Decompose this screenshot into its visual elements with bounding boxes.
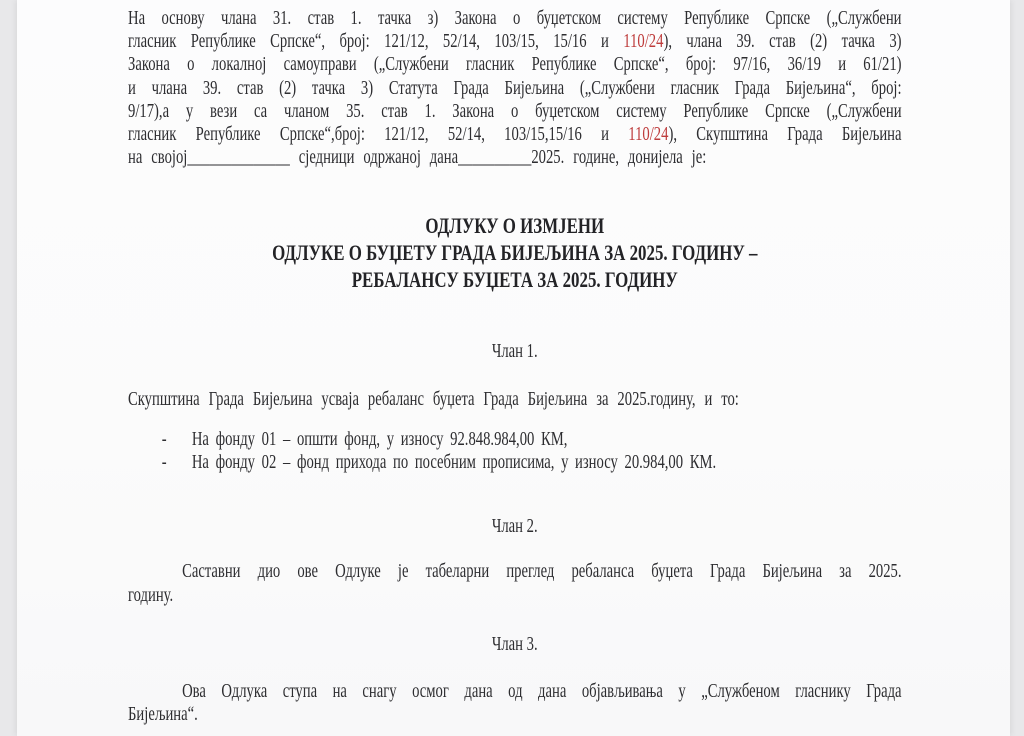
title-line-2: ОДЛУКЕ О БУЏЕТУ ГРАДА БИЈЕЉИНА ЗА 2025. ГОДИНУ – xyxy=(272,240,758,266)
intro-line: Закона о локалној самоуправи („Службени гласник Републике Српске“, број: 97/16, 36/19 и 61/21) xyxy=(128,54,902,76)
fund-item-text: На фонду 01 – општи фонд, у износу 92.848.984,00 КМ, xyxy=(191,428,568,450)
article-1-intro: Скупштина Града Бијељина усваја ребаланс буџета Града Бијељина за 2025.годину, и то: xyxy=(128,388,739,410)
title-line-1: ОДЛУКУ О ИЗМЈЕНИ xyxy=(425,213,605,239)
gazette-number-red: 110/24 xyxy=(628,124,669,146)
article-2-paragraph xyxy=(128,560,902,606)
article-2-line-2: годину. xyxy=(128,584,174,606)
intro-line xyxy=(128,30,902,53)
document-page xyxy=(17,0,1010,736)
intro-line-text: ), члана 39. став (2) тачка 3) xyxy=(663,31,902,53)
document-content xyxy=(128,0,902,726)
article-2-heading: Члан 2. xyxy=(491,516,538,538)
intro-line-text: ), Скупштина Града Бијељина xyxy=(668,124,902,146)
article-2-line-1: Саставни дио ове Одлуке је табеларни преглед ребаланса буџета Града Бијељина за 2025. xyxy=(182,561,902,583)
article-3-line-1: Ова Одлука ступа на снагу осмог дана од дана објављивања у „Службеном гласнику Града xyxy=(182,681,902,703)
intro-paragraph xyxy=(128,7,902,169)
fund-item xyxy=(128,428,902,451)
fund-item-marker: - xyxy=(161,452,167,474)
fund-item-text: На фонду 02 – фонд прихода по посебним прописима, у износу 20.984,00 КМ. xyxy=(191,452,717,474)
intro-line xyxy=(128,123,902,146)
gazette-number-red: 110/24 xyxy=(623,31,664,53)
intro-line: На основу члана 31. став 1. тачка з) Закона о буџетском систему Републике Српске („Службени xyxy=(128,8,902,29)
decision-title xyxy=(128,212,902,293)
intro-line-text: гласник Републике Српске“,број: 121/12, 52/14, 103/15,15/16 и xyxy=(128,124,629,146)
title-line-3: РЕБАЛАНСУ БУЏЕТА ЗА 2025. ГОДИНУ xyxy=(351,267,678,293)
article-1-heading: Члан 1. xyxy=(491,341,538,363)
fund-list xyxy=(128,428,902,474)
article-3-line-2: Бијељина“. xyxy=(128,704,198,726)
intro-line-text: гласник Републике Српске“, број: 121/12, 52/14, 103/15, 15/16 и xyxy=(128,31,624,53)
fund-item xyxy=(128,451,902,474)
intro-line: 9/17),а у вези са чланом 35. став 1. Закона о буџетском систему Републике Српске („Службени xyxy=(128,100,902,122)
intro-line: и члана 39. став (2) тачка 3) Статута Града Бијељина („Службени гласник Града Бијељина“, број: xyxy=(128,77,902,99)
article-3-paragraph xyxy=(128,680,902,726)
fund-item-marker: - xyxy=(161,428,167,450)
intro-line-blanks: на својој______________ сједници одржаној дана__________2025. године, донијела је: xyxy=(128,147,707,169)
article-3-heading: Члан 3. xyxy=(491,633,538,655)
